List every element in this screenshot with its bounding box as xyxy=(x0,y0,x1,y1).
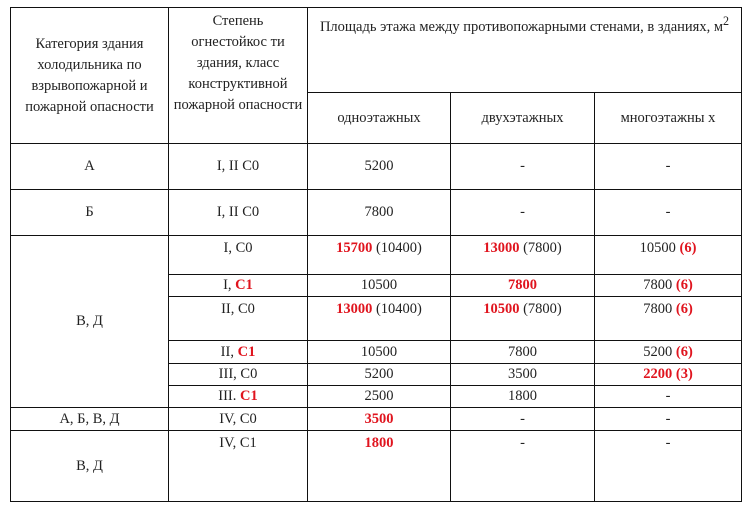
header-one-storey: одноэтажных xyxy=(308,93,451,144)
value-text: 7800 xyxy=(364,204,394,220)
multi-storey-cell xyxy=(595,431,742,502)
two-storey-cell xyxy=(451,236,595,275)
value-text: 7800 xyxy=(643,277,676,293)
two-storey-cell xyxy=(451,364,595,386)
table-row xyxy=(11,431,742,502)
value-text: - xyxy=(665,158,671,174)
two-storey-cell xyxy=(451,386,595,408)
two-storey-cell xyxy=(451,341,595,364)
value-text: - xyxy=(665,204,671,220)
value-text: II, xyxy=(220,343,238,360)
value-text: 3500 xyxy=(508,366,537,382)
header-area-unit: 2 xyxy=(723,14,730,28)
value-text: - xyxy=(665,435,671,451)
header-two-storey: двухэтажных xyxy=(451,93,595,144)
multi-storey-cell xyxy=(595,236,742,275)
value-text: - xyxy=(520,158,525,174)
header-multi-storey: многоэтажны х xyxy=(595,93,742,144)
value-text: 10500 xyxy=(360,343,398,360)
value-text: I, II C0 xyxy=(216,158,260,174)
one-storey-cell xyxy=(308,386,451,408)
fire-resistance-cell xyxy=(169,275,308,297)
multi-storey-cell xyxy=(595,297,742,341)
value-text: II, C0 xyxy=(221,301,255,317)
value-text: (10400) xyxy=(372,301,422,317)
one-storey-cell xyxy=(308,431,451,502)
highlighted-value: (6) xyxy=(679,240,697,256)
category-cell: А, Б, В, Д xyxy=(11,408,169,431)
two-storey-cell xyxy=(451,190,595,236)
fire-resistance-cell xyxy=(169,341,308,364)
highlighted-value: 3500 xyxy=(364,410,394,427)
value-text: 2500 xyxy=(364,388,394,404)
fire-resistance-cell xyxy=(169,190,308,236)
header-area xyxy=(308,8,742,93)
value-text: 7800 xyxy=(508,343,537,360)
one-storey-cell xyxy=(308,275,451,297)
value-text: I, xyxy=(223,277,236,293)
highlighted-value: 2200 (3) xyxy=(643,366,693,382)
highlighted-value: 10500 xyxy=(483,301,520,317)
one-storey-cell xyxy=(308,297,451,341)
highlighted-value: (6) xyxy=(675,343,693,360)
one-storey-cell xyxy=(308,190,451,236)
value-text: I, II C0 xyxy=(216,204,260,220)
header-fire-resistance: Степень огнестойкос ти здания, класс конструктивной пожарной опасности xyxy=(169,8,308,144)
category-cell: В, Д xyxy=(11,431,169,502)
value-text: (10400) xyxy=(372,240,422,256)
value-text: (7800) xyxy=(519,240,562,256)
value-text: - xyxy=(665,388,671,404)
fire-resistance-cell xyxy=(169,408,308,431)
highlighted-value: C1 xyxy=(240,388,258,404)
highlighted-value: C1 xyxy=(235,277,253,293)
category-cell: А xyxy=(11,144,169,190)
fire-resistance-cell xyxy=(169,364,308,386)
fire-wall-area-table xyxy=(10,7,742,502)
two-storey-cell xyxy=(451,297,595,341)
multi-storey-cell xyxy=(595,386,742,408)
table-row xyxy=(11,190,742,236)
value-text: 7800 xyxy=(643,301,676,317)
table-row xyxy=(11,236,742,275)
fire-resistance-cell xyxy=(169,144,308,190)
category-cell: В, Д xyxy=(11,236,169,408)
highlighted-value: C1 xyxy=(237,343,256,360)
one-storey-cell xyxy=(308,341,451,364)
one-storey-cell xyxy=(308,144,451,190)
value-text: IV, C1 xyxy=(219,435,257,451)
category-cell: Б xyxy=(11,190,169,236)
highlighted-value: (6) xyxy=(675,277,693,293)
value-text: 10500 xyxy=(639,240,680,256)
highlighted-value: 7800 xyxy=(508,277,537,293)
multi-storey-cell xyxy=(595,408,742,431)
two-storey-cell xyxy=(451,431,595,502)
value-text: 1800 xyxy=(508,388,537,404)
fire-resistance-cell xyxy=(169,386,308,408)
highlighted-value: 13000 xyxy=(483,240,520,256)
value-text: III, C0 xyxy=(218,366,258,382)
multi-storey-cell xyxy=(595,144,742,190)
multi-storey-cell xyxy=(595,364,742,386)
multi-storey-cell xyxy=(595,341,742,364)
value-text: - xyxy=(520,410,525,427)
value-text: IV, C0 xyxy=(219,410,257,427)
two-storey-cell xyxy=(451,144,595,190)
fire-resistance-cell xyxy=(169,431,308,502)
multi-storey-cell xyxy=(595,190,742,236)
one-storey-cell xyxy=(308,408,451,431)
highlighted-value: 13000 xyxy=(336,301,373,317)
two-storey-cell xyxy=(451,275,595,297)
value-text: - xyxy=(520,435,525,451)
value-text: - xyxy=(665,410,671,427)
value-text: (7800) xyxy=(519,301,562,317)
fire-resistance-cell xyxy=(169,297,308,341)
highlighted-value: 1800 xyxy=(364,435,394,451)
value-text: - xyxy=(520,204,525,220)
two-storey-cell xyxy=(451,408,595,431)
header-category: Категория здания холодильника по взрывопожарной и пожарной опасности xyxy=(11,8,169,144)
header-area-title: Площадь этажа между противопожарными стенами, в зданиях, м xyxy=(319,18,724,35)
multi-storey-cell xyxy=(595,275,742,297)
value-text: I, C0 xyxy=(223,240,253,256)
fire-resistance-cell xyxy=(169,236,308,275)
value-text: 5200 xyxy=(364,158,394,174)
highlighted-value: (6) xyxy=(675,301,693,317)
one-storey-cell xyxy=(308,364,451,386)
value-text: 10500 xyxy=(360,277,398,293)
value-text: 5200 xyxy=(364,366,394,382)
value-text: III. xyxy=(218,388,240,404)
table-row xyxy=(11,408,742,431)
highlighted-value: 15700 xyxy=(336,240,373,256)
value-text: 5200 xyxy=(643,343,676,360)
one-storey-cell xyxy=(308,236,451,275)
table-row xyxy=(11,144,742,190)
